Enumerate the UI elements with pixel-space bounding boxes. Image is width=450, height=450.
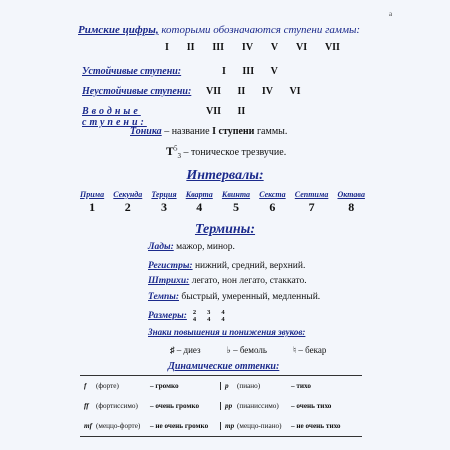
roman-numeral: V	[270, 42, 279, 53]
dynamics-row	[80, 396, 362, 416]
meter-top: 4	[221, 309, 225, 316]
sign-text: – диез	[174, 345, 201, 355]
interval-name: Секунда	[113, 190, 143, 199]
dynamic-symbol: p	[225, 382, 229, 390]
roman-numeral: I	[165, 42, 169, 53]
interval-number: 1	[89, 200, 96, 214]
tonika-degree: I ступени	[212, 126, 255, 137]
stable-degrees-label: Устойчивые ступени:	[82, 66, 182, 77]
dynamic-desc: – не очень тихо	[291, 422, 341, 430]
interval-name: Секста	[259, 190, 286, 199]
interval-number: 4	[196, 200, 203, 214]
flat-item	[227, 345, 267, 356]
degree-value: VII	[206, 86, 222, 97]
interval-item	[222, 190, 250, 215]
meters-label: Размеры:	[148, 311, 187, 321]
dynamic-symbol: pp	[225, 402, 233, 410]
interval-name: Терция	[151, 190, 177, 199]
dynamics-row	[80, 376, 362, 396]
dynamic-symbol: mf	[84, 422, 92, 430]
sharp-icon: ♯	[170, 345, 175, 355]
interval-name: Квинта	[221, 190, 251, 199]
meter-top: 2	[192, 309, 197, 316]
meter-bottom: 4	[207, 316, 211, 323]
triad-text: – тоническое трезвучие.	[181, 147, 287, 158]
term-modes	[148, 242, 235, 252]
dynamic-desc: – громко	[150, 382, 179, 390]
dynamics-title: Динамические оттенки:	[168, 361, 280, 372]
roman-numerals	[165, 42, 340, 53]
term-text: нижний, средний, верхний.	[192, 261, 306, 271]
roman-heading-line	[78, 24, 360, 36]
tonika-dash: – название	[161, 126, 213, 137]
term-text: легато, нон легато, стаккато.	[189, 276, 307, 286]
dynamic-symbol: ff	[84, 402, 89, 410]
term-label: Штрихи:	[148, 276, 190, 286]
interval-item	[186, 190, 213, 215]
interval-name: Прима	[80, 190, 105, 199]
interval-item	[80, 190, 104, 215]
degree-value: VI	[289, 86, 301, 97]
interval-name: Октава	[337, 190, 365, 199]
unstable-degrees	[82, 86, 315, 97]
term-label: Регистры:	[148, 261, 193, 271]
degree-value: I	[222, 66, 226, 77]
tonika-rest: гаммы.	[254, 126, 288, 137]
intervals-list	[80, 190, 365, 215]
triad-sup: 5	[174, 144, 178, 153]
dynamic-desc: – не очень громко	[150, 422, 209, 430]
dynamic-name: (меццо-пиано)	[237, 422, 282, 430]
natural-item	[293, 345, 326, 356]
interval-item	[113, 190, 142, 215]
dynamic-name: (фортиссимо)	[96, 402, 138, 410]
roman-numeral: IV	[241, 42, 254, 53]
roman-numeral: VI	[295, 42, 308, 53]
roman-numeral: III	[212, 42, 225, 53]
meter-bottom: 4	[221, 316, 225, 323]
accidentals-list	[170, 345, 326, 356]
interval-item	[151, 190, 176, 215]
interval-item	[259, 190, 285, 215]
leading-degrees-label: Вводные ступени:	[82, 106, 147, 128]
unstable-degrees-label: Неустойчивые ступени:	[82, 86, 192, 97]
term-strokes	[148, 276, 307, 286]
dynamics-table	[80, 375, 362, 437]
dynamic-desc: – тихо	[291, 382, 311, 390]
tonika-term: Тоника	[130, 126, 162, 137]
page-number: a	[389, 10, 393, 18]
interval-number: 7	[308, 200, 315, 214]
sign-text: – бекар	[296, 345, 327, 355]
roman-heading-rest: которыми обозначаются ступени гаммы:	[158, 24, 361, 36]
interval-item	[295, 190, 329, 215]
dynamic-name: (пиано)	[237, 382, 261, 390]
term-text: мажор, минор.	[173, 242, 235, 252]
dynamic-name: (форте)	[96, 382, 119, 390]
interval-name: Септима	[294, 190, 329, 199]
degree-value: V	[270, 66, 278, 77]
interval-number: 3	[160, 200, 167, 214]
meter-fraction	[207, 309, 210, 323]
leading-degrees	[82, 106, 259, 128]
intervals-title: Интервалы:	[186, 168, 264, 183]
roman-numeral: II	[186, 42, 195, 53]
roman-heading: Римские цифры,	[78, 24, 159, 36]
natural-icon: ♮	[292, 345, 297, 355]
interval-name: Кварта	[185, 190, 213, 199]
roman-numeral: VII	[324, 42, 340, 53]
tonika-definition	[130, 126, 287, 137]
meter-bottom: 4	[192, 316, 197, 323]
meter-fraction	[221, 309, 224, 323]
interval-item	[337, 190, 364, 215]
dynamics-row	[80, 416, 362, 436]
dynamic-name: (пианиссимо)	[237, 402, 279, 410]
term-text: быстрый, умеренный, медленный.	[179, 292, 321, 302]
interval-number: 2	[124, 200, 131, 214]
term-meters	[148, 309, 230, 323]
tonic-triad	[166, 144, 286, 160]
triad-sub: 3	[177, 152, 182, 160]
triad-symbol: T	[166, 144, 175, 158]
degree-value: IV	[261, 86, 273, 97]
degree-value: II	[237, 86, 246, 97]
terms-title: Термины:	[194, 222, 256, 237]
term-label: Лады:	[148, 242, 174, 252]
degree-value: III	[242, 66, 255, 77]
interval-number: 5	[232, 200, 239, 214]
meter-fraction	[193, 309, 196, 323]
meter-top: 3	[207, 309, 211, 316]
dynamic-symbol: mp	[225, 422, 235, 430]
degree-value: VII	[206, 106, 222, 117]
sign-text: – бемоль	[230, 345, 267, 355]
signs-title: Знаки повышения и понижения звуков:	[148, 327, 306, 337]
dynamic-desc: – очень громко	[150, 402, 200, 410]
interval-number: 6	[269, 200, 276, 214]
flat-icon: ♭	[226, 345, 231, 355]
stable-degrees	[82, 66, 292, 77]
degree-value: II	[237, 106, 246, 117]
term-label: Темпы:	[148, 292, 179, 302]
sharp-item	[170, 345, 201, 356]
dynamic-desc: – очень тихо	[291, 402, 332, 410]
term-tempos	[148, 292, 320, 302]
dynamic-name: (меццо-форте)	[96, 422, 141, 430]
term-registers	[148, 261, 305, 271]
dynamic-symbol: f	[84, 382, 87, 390]
interval-number: 8	[348, 200, 355, 214]
